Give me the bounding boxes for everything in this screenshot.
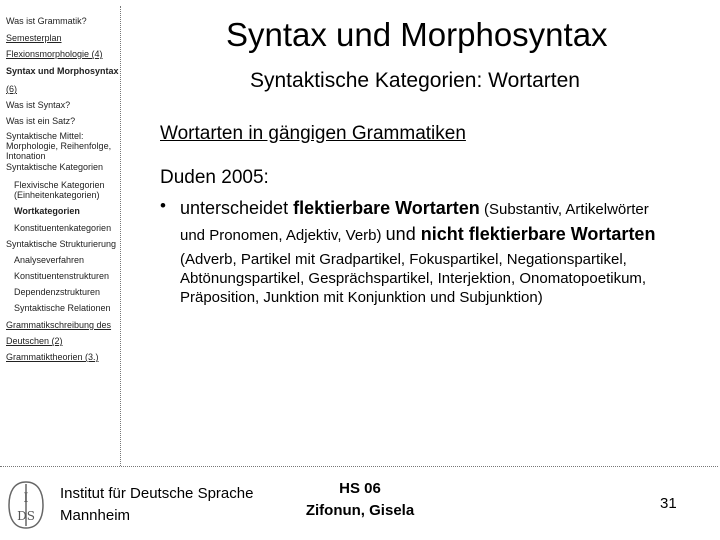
nav-item-was-ist-grammatik[interactable]: Was ist Grammatik? [6,16,87,26]
page-number: 31 [660,495,677,512]
sidebar-divider [120,6,121,466]
text-line1-c: (Substantiv, Artikelwörter [479,201,649,218]
text-line5: Präposition, Junktion mit Konjunktion und Subjunktion) [180,289,543,306]
nav-item-syntax-count[interactable]: (6) [6,84,17,94]
bullet-text [180,196,720,307]
nav-item-flexionsmorphologie[interactable]: Flexionsmorphologie (4) [6,49,103,59]
bullet-marker: • [160,196,166,215]
nav-item-syntaktische-strukturierung[interactable]: Syntaktische Strukturierung [6,239,117,249]
course-label: HS 06 [339,480,381,497]
footer-divider [0,466,718,467]
author-label: Zifonun, Gisela [305,502,415,519]
institute-line2: Mannheim [60,507,131,524]
nav-item-syntaktische-kategorien[interactable]: Syntaktische Kategorien [6,162,104,172]
nav-item-grammatikschreibung[interactable]: Grammatikschreibung des [6,320,112,330]
duden-heading: Duden 2005: [160,167,269,188]
slide-title: Syntax und Morphosyntax [226,16,608,53]
nav-item-semesterplan[interactable]: Semesterplan [6,33,62,43]
nav-item-was-ist-ein-satz[interactable]: Was ist ein Satz? [6,116,76,126]
nav-item-deutschen[interactable]: Deutschen (2) [6,336,63,346]
section-heading: Wortarten in gängigen Grammatiken [160,123,466,144]
text-line2-a: und Pronomen, Adjektiv, Verb) [180,227,386,244]
nav-item-konstituentenstrukturen[interactable]: Konstituentenstrukturen [14,271,110,281]
text-line2-und: und [385,224,421,244]
text-line2-nicht-flektierbar: nicht flektierbare Wortarten [420,224,656,244]
nav-item-flexivische-kategorien[interactable]: Flexivische Kategorien (Einheitenkategorien) [14,180,105,200]
footer-course-author [300,478,420,522]
nav-item-was-ist-syntax[interactable]: Was ist Syntax? [6,100,71,110]
nav-item-analyseverfahren[interactable]: Analyseverfahren [14,255,85,265]
ids-logo-icon [6,480,46,530]
institute-line1: Institut für Deutsche Sprache [60,485,254,502]
text-line1-flektierbar: flektierbare Wortarten [293,198,480,218]
nav-item-dependenzstrukturen[interactable]: Dependenzstrukturen [14,287,101,297]
svg-text:DS: DS [17,509,35,523]
slide-subtitle: Syntaktische Kategorien: Wortarten [250,69,580,92]
text-line1-a: unterscheidet [180,198,294,218]
nav-item-grammatiktheorien[interactable]: Grammatiktheorien (3.) [6,352,99,362]
text-line4: Abtönungspartikel, Gesprächspartikel, Interjektion, Onomatopoetikum, [180,270,647,287]
nav-item-syntaktische-mittel[interactable]: Syntaktische Mittel: Morphologie, Reihenfolge, Intonation [6,131,112,161]
ids-logo [6,480,46,530]
svg-text:I: I [23,491,29,506]
nav-item-syntax-und-morphosyntax[interactable]: Syntax und Morphosyntax [6,66,119,76]
text-line3: (Adverb, Partikel mit Gradpartikel, Fokuspartikel, Negationspartikel, [180,251,627,268]
nav-item-syntaktische-relationen[interactable]: Syntaktische Relationen [14,303,111,313]
nav-item-wortkategorien[interactable]: Wortkategorien [14,206,80,216]
nav-item-konstituentenkategorien[interactable]: Konstituentenkategorien [14,223,112,233]
footer-institute [60,483,253,527]
